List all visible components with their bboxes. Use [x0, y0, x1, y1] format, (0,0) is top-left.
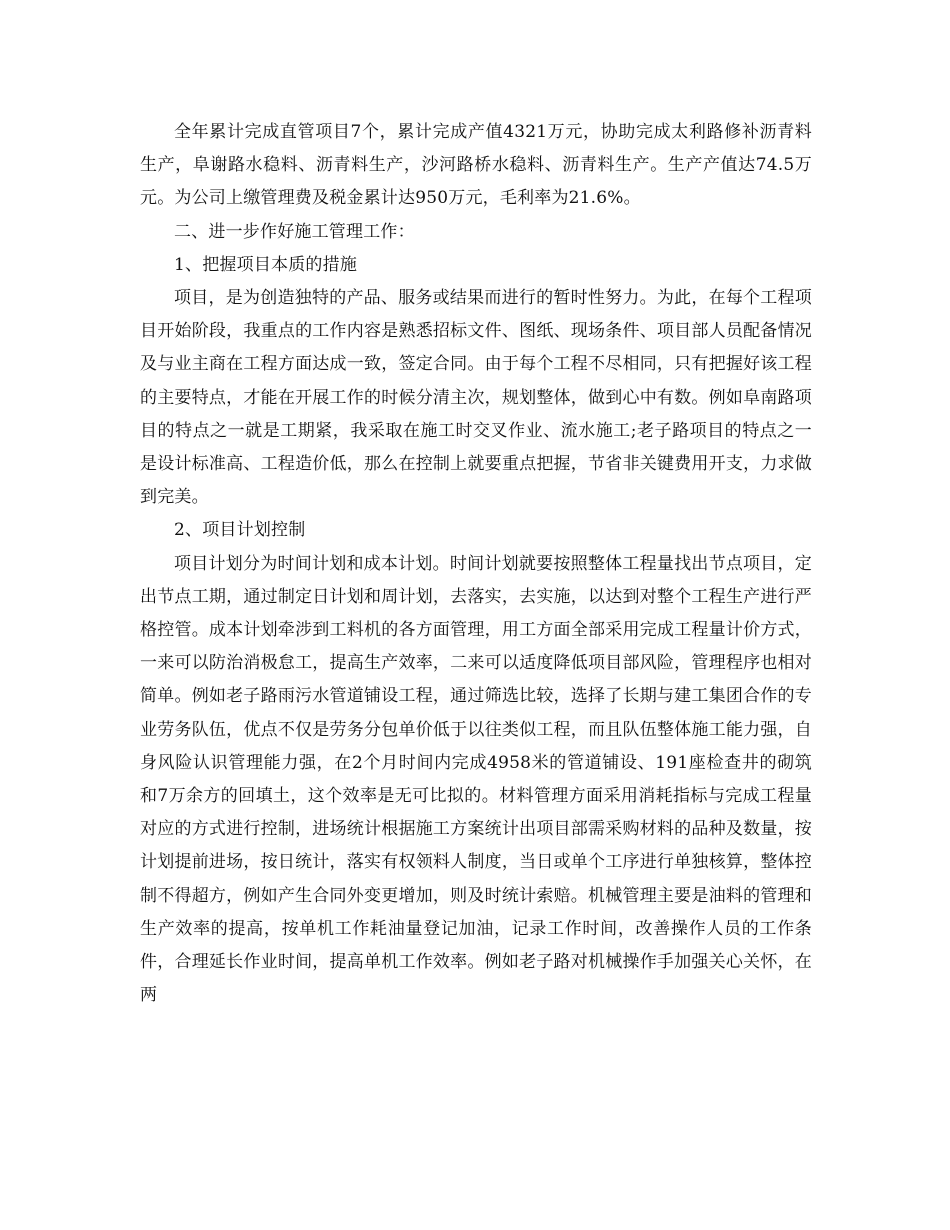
subsection-heading-plan-control: 2、项目计划控制: [174, 520, 306, 541]
paragraph-project-essence: 项目，是为创造独特的产品、服务或结果而进行的暂时性努力。为此，在每个工程项目开始阶段，我重点的工作内容是熟悉招标文件、图纸、现场条件、项目部人员配备情况及与业主商在工程方面达成一致，签定合同。由于每个工程不尽相同，只有把握好该工程的主要特点，才能在开展工作的时候分清主次，规划整体，做到心中有数。例如阜南路项目的特点之一就是工期紧，我采取在施工时交叉作业、流水施工;老子路项目的特点之一是设计标准高、工程造价低，那么在控制上就要重点把握，节省非关键费用开支，力求做到完美。: [140, 288, 812, 508]
paragraph-output-summary: 全年累计完成直管项目7个，累计完成产值4321万元，协助完成太利路修补沥青料生产，阜谢路水稳料、沥青料生产，沙河路桥水稳料、沥青料生产。生产产值达74.5万元。为公司上缴管理费及税金累计达950万元，毛利率为21.6%。: [140, 122, 812, 209]
document-body: [140, 116, 812, 1012]
paragraph-plan-control: 项目计划分为时间计划和成本计划。时间计划就要按照整体工程量找出节点项目，定出节点工期，通过制定日计划和周计划，去落实，去实施，以达到对整个工程生产进行严格控管。成本计划牵涉到工料机的各方面管理，用工方面全部采用完成工程量计价方式，一来可以防治消极怠工，提高生产效率，二来可以适度降低项目部风险，管理程序也相对简单。例如老子路雨污水管道铺设工程，通过筛选比较，选择了长期与建工集团合作的专业劳务队伍，优点不仅是劳务分包单价低于以往类似工程，而且队伍整体施工能力强，自身风险认识管理能力强，在2个月时间内完成4958米的管道铺设、191座检查井的砌筑和7万余方的回填土，这个效率是无可比拟的。材料管理方面采用消耗指标与完成工程量对应的方式进行控制，进场统计根据施工方案统计出项目部需采购材料的品种及数量，按计划提前进场，按日统计，落实有权领料人制度，当日或单个工序进行单独核算，整体控制不得超方，例如产生合同外变更增加，则及时统计索赔。机械管理主要是油料的管理和生产效率的提高，按单机工作耗油量登记加油，记录工作时间，改善操作人员的工作条件，合理延长作业时间，提高单机工作效率。例如老子路对机械操作手加强关心关怀，在两: [140, 553, 812, 1006]
subsection-heading-project-essence: 1、把握项目本质的措施: [174, 254, 358, 275]
section-heading-construction-management: 二、进一步作好施工管理工作：: [174, 221, 415, 242]
